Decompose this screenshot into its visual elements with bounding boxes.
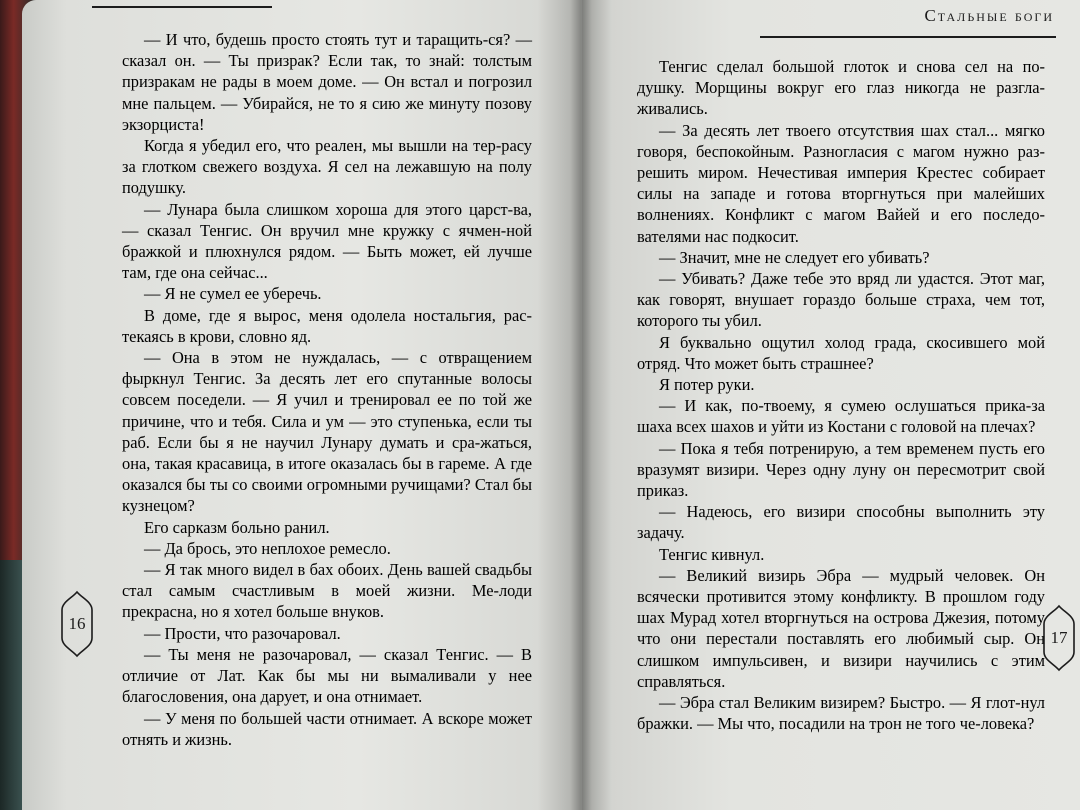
right-header-rule — [760, 36, 1056, 38]
paragraph: — И как, по-твоему, я сумею ослушаться прика-за шаха всех шахов и уйти из Костани с головой на плечах? — [637, 396, 1045, 437]
paragraph: — Ты меня не разочаровал, — сказал Тенгис. — В отличие от Лат. Как бы мы ни вымаливали у нее благословения, она дарует, и она отнимает. — [122, 644, 532, 707]
paragraph: — За десять лет твоего отсутствия шах стал... мягко говоря, беспокойным. Разногласия с магом нужно раз-решить миром. Нечестивая империя Крестес собирает силы на западе и готова вторгнуться при малейших волнениях. Конфликт с магом Вайей и его последо-вателями нас подкосит. — [637, 120, 1045, 246]
left-page-number — [58, 590, 96, 658]
paragraph: — Пока я тебя потренирую, а тем временем пусть его вразумят визири. Через одну луну он пересмотрит свой приказ. — [637, 438, 1045, 501]
paragraph: — Прости, что разочаровал. — [144, 623, 341, 643]
paragraph: — Я так много видел в бах обоих. День вашей свадьбы стал самым счастливым в моей жизни. Ме-лоди прекрасна, но я хотел больше внуков. — [122, 560, 532, 622]
paragraph: Когда я убедил его, что реален, мы вышли на тер-расу за глотком свежего воздуха. Я сел на лежавшую на полу подушку. — [122, 136, 532, 198]
paragraph: В доме, где я вырос, меня одолела ностальгия, рас-текаясь в крови, словно яд. — [122, 305, 532, 346]
paragraph: — Да брось, это неплохое ремесло. — [144, 538, 391, 558]
paragraph: — Я не сумел ее уберечь. — [144, 284, 322, 304]
paragraph: — Лунара была слишком хороша для этого царст-ва, — сказал Тенгис. Он вручил мне кружку с ячмен-ной бражкой и плюхнулся рядом. — Быть может, ей лучше там, где она сейчас... — [122, 199, 532, 283]
paragraph: — Надеюсь, его визири способны выполнить эту задачу. — [637, 502, 1045, 543]
paragraph: — Значит, мне не следует его убивать? — [659, 247, 930, 267]
paragraph: — Великий визирь Эбра — мудрый человек. Он всячески противится этому конфликту. В прошлом году шах Мурад хотел вторгнуться на острова Джезия, потому что они перестали поставлять его любимый сыр. Он слишком импульсивен, и визири научились с этим справляться. — [637, 565, 1045, 691]
paragraph: Я потер руки. — [659, 375, 755, 395]
paragraph: Тенгис кивнул. — [659, 544, 765, 564]
paragraph: — У меня по большей части отнимает. А вскоре может отнять и жизнь. — [122, 708, 532, 749]
running-header-title: Стальные боги — [924, 6, 1054, 25]
paragraph: — И что, будешь просто стоять тут и таращить-ся? — сказал он. — Ты призрак? Если так, то знай: толстым призракам не рады в моем доме. — Он встал и погрозил мне пальцем. — Убирайся, не то я сию же минуту позову экзорциста! — [122, 30, 532, 134]
paragraph: — Она в этом не нуждалась, — с отвращением фыркнул Тенгис. За десять лет его спутанные волосы совсем поседели. — Я учил и тренировал ее по той же причине, что и тебя. Сила и ум — это ступенька, если ты раб. Если бы я не научил Лунару думать и сра-жаться, она, такая красавица, в итоге оказалась бы в гареме. А где оказался бы ты со своими огромными ручищами? Стал бы кузнецом? — [122, 348, 532, 516]
right-page-number — [1040, 604, 1078, 672]
page-number-text: 17 — [1050, 628, 1068, 647]
paragraph: Я буквально ощутил холод града, скосившего мой отряд. Что может быть страшнее? — [637, 332, 1045, 373]
paragraph: Тенгис сделал большой глоток и снова сел на по-душку. Морщины вокруг его глаз никогда не разгла-живались. — [637, 57, 1045, 119]
book-gutter — [570, 0, 592, 810]
paragraph: — Эбра стал Великим визирем? Быстро. — Я глот-нул бражки. — Мы что, посадили на трон не того че-ловека? — [637, 693, 1045, 734]
right-page-text — [637, 56, 1045, 735]
paragraph: — Убивать? Даже тебе это вряд ли удастся. Этот маг, как говорят, внушает гораздо больше страха, чем тот, которого ты убил. — [637, 269, 1045, 331]
paragraph: Его сарказм больно ранил. — [144, 517, 330, 537]
left-page-text — [122, 29, 532, 750]
page-number-text: 16 — [68, 614, 86, 633]
left-header-rule — [92, 6, 272, 8]
